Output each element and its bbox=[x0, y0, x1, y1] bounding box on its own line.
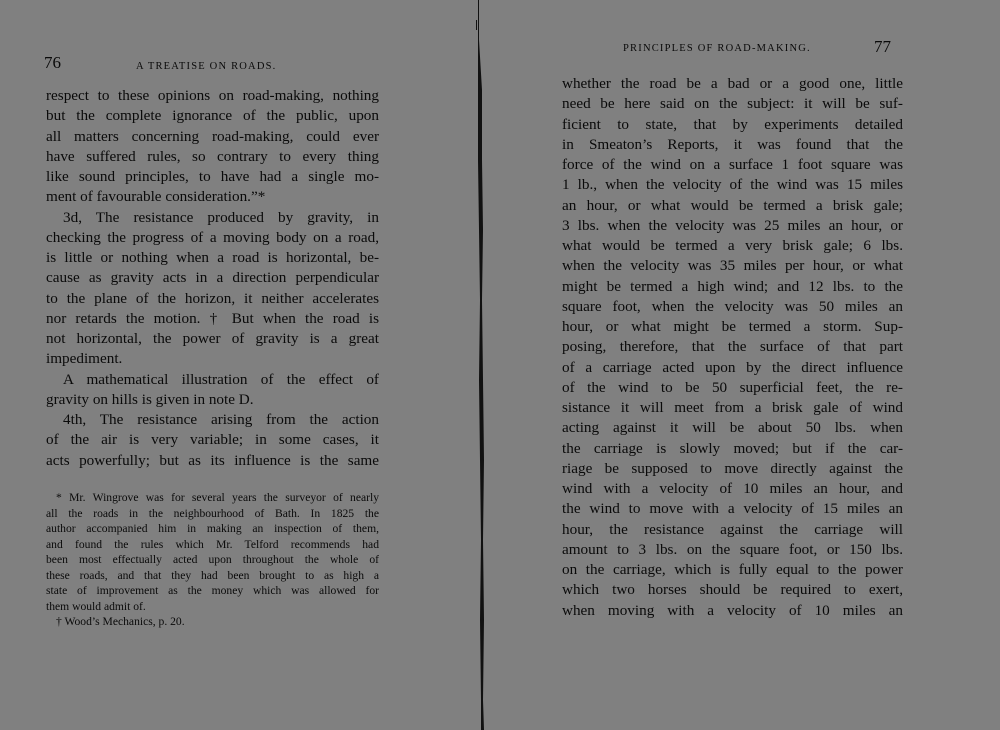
text-line: the wind to move with a velocity of 15 miles an bbox=[562, 500, 903, 518]
text-line: might be termed a high wind; and 12 lbs. to the bbox=[562, 277, 903, 295]
text-line: hour, or what might be termed a storm. Sup- bbox=[562, 318, 903, 335]
right-running-head: PRINCIPLES OF ROAD-MAKING. bbox=[623, 43, 811, 54]
text-line: of the air is very variable; in some cases, it bbox=[46, 431, 379, 449]
text-line: of the wind to be 50 superficial feet, the re- bbox=[562, 378, 903, 396]
text-line: ficient to state, that by experiments detailed bbox=[562, 115, 903, 133]
text-line: hour, the resistance against the carriage will bbox=[562, 520, 903, 538]
footnote-line: them would admit of. bbox=[46, 599, 146, 613]
text-line: when moving with a velocity of 10 miles an bbox=[562, 601, 903, 619]
text-line: square foot, when the velocity was 50 miles an bbox=[562, 297, 903, 315]
text-line: the carriage is slowly moved; but if the car- bbox=[562, 439, 903, 457]
footnote-line: author accompanied him in making an inspection of them, bbox=[46, 522, 379, 535]
left-running-head: A TREATISE ON ROADS. bbox=[136, 61, 277, 72]
footnote-line: all the roads in the neighbourhood of Bath. In 1825 the bbox=[46, 506, 379, 520]
text-line: an hour, or what would be termed a brisk gale; bbox=[562, 196, 903, 214]
text-line: wind with a velocity of 10 miles an hour, and bbox=[562, 480, 903, 497]
footnote-line: † Wood’s Mechanics, p. 20. bbox=[56, 615, 185, 628]
left-footnotes bbox=[46, 490, 379, 630]
text-line: is little or nothing when a road is horizontal, be- bbox=[46, 249, 379, 266]
text-line: have suffered rules, so contrary to every thing bbox=[46, 147, 379, 165]
right-page bbox=[490, 0, 1000, 730]
text-line: nor retards the motion. † But when the road is bbox=[46, 309, 379, 327]
text-line: whether the road be a bad or a good one, little bbox=[562, 75, 903, 92]
text-line: which two horses should be required to exert, bbox=[562, 581, 903, 599]
right-body-text bbox=[562, 74, 903, 621]
text-line: impediment. bbox=[46, 350, 123, 368]
text-line: cause as gravity acts in a direction perpendicular bbox=[46, 269, 379, 287]
text-line: of a carriage acted upon by the direct influence bbox=[562, 358, 903, 376]
text-line: 4th, The resistance arising from the action bbox=[63, 411, 379, 428]
text-line: 1 lb., when the velocity of the wind was 15 miles bbox=[562, 176, 903, 194]
left-page bbox=[0, 0, 470, 730]
text-line: ment of favourable consideration.”* bbox=[46, 188, 266, 206]
text-line: 3 lbs. when the velocity was 25 miles an hour, or bbox=[562, 216, 903, 234]
footnote-line: and found the rules which Mr. Telford recommends had bbox=[46, 537, 379, 551]
footnote-line: state of improvement as the money which was allowed for bbox=[46, 584, 379, 597]
text-line: riage be supposed to move directly against the bbox=[562, 459, 903, 477]
text-line: force of the wind on a surface 1 foot square was bbox=[562, 156, 903, 173]
text-line: posing, therefore, that the surface of that part bbox=[562, 338, 903, 356]
text-line: amount to 3 lbs. on the square foot, or 150 lbs. bbox=[562, 540, 903, 558]
text-line: all matters concerning road-making, could ever bbox=[46, 127, 379, 145]
text-line: respect to these opinions on road-making, nothing bbox=[46, 87, 379, 104]
right-page-number: 77 bbox=[874, 37, 891, 56]
text-line: on the carriage, which is fully equal to the power bbox=[562, 561, 903, 578]
text-line: A mathematical illustration of the effect of bbox=[63, 370, 379, 388]
text-line: 3d, The resistance produced by gravity, in bbox=[63, 208, 379, 226]
text-line: gravity on hills is given in note D. bbox=[46, 390, 254, 408]
text-line: sistance it will meet from a brisk gale of wind bbox=[562, 399, 903, 416]
text-line: checking the progress of a moving body on a road, bbox=[46, 228, 379, 246]
text-line: in Smeaton’s Reports, it was found that the bbox=[562, 135, 903, 153]
gutter-shadow bbox=[470, 0, 490, 730]
text-line: but the complete ignorance of the public, upon bbox=[46, 107, 379, 125]
footnote-line: * Mr. Wingrove was for several years the surveyor of nearly bbox=[56, 491, 379, 504]
text-line: to the plane of the horizon, it neither accelerates bbox=[46, 289, 379, 307]
book-gutter bbox=[470, 0, 490, 730]
text-line: what would be termed a very brisk gale; 6 lbs. bbox=[562, 237, 903, 254]
text-line: not horizontal, the power of gravity is a great bbox=[46, 330, 379, 347]
left-page-number: 76 bbox=[44, 53, 61, 72]
text-line: like sound principles, to have had a single mo- bbox=[46, 168, 379, 185]
text-line: acts powerfully; but as its influence is the same bbox=[46, 451, 379, 469]
footnote-line: these roads, and that they had been brought to as high a bbox=[46, 568, 379, 582]
footnote-line: been most effectually acted upon throughout the whole of bbox=[46, 553, 379, 566]
text-line: need be here said on the subject: it will be suf- bbox=[562, 95, 903, 113]
text-line: when the velocity was 35 miles per hour, or what bbox=[562, 257, 903, 275]
left-body-text bbox=[46, 86, 379, 471]
text-line: acting against it will be about 50 lbs. when bbox=[562, 419, 903, 437]
